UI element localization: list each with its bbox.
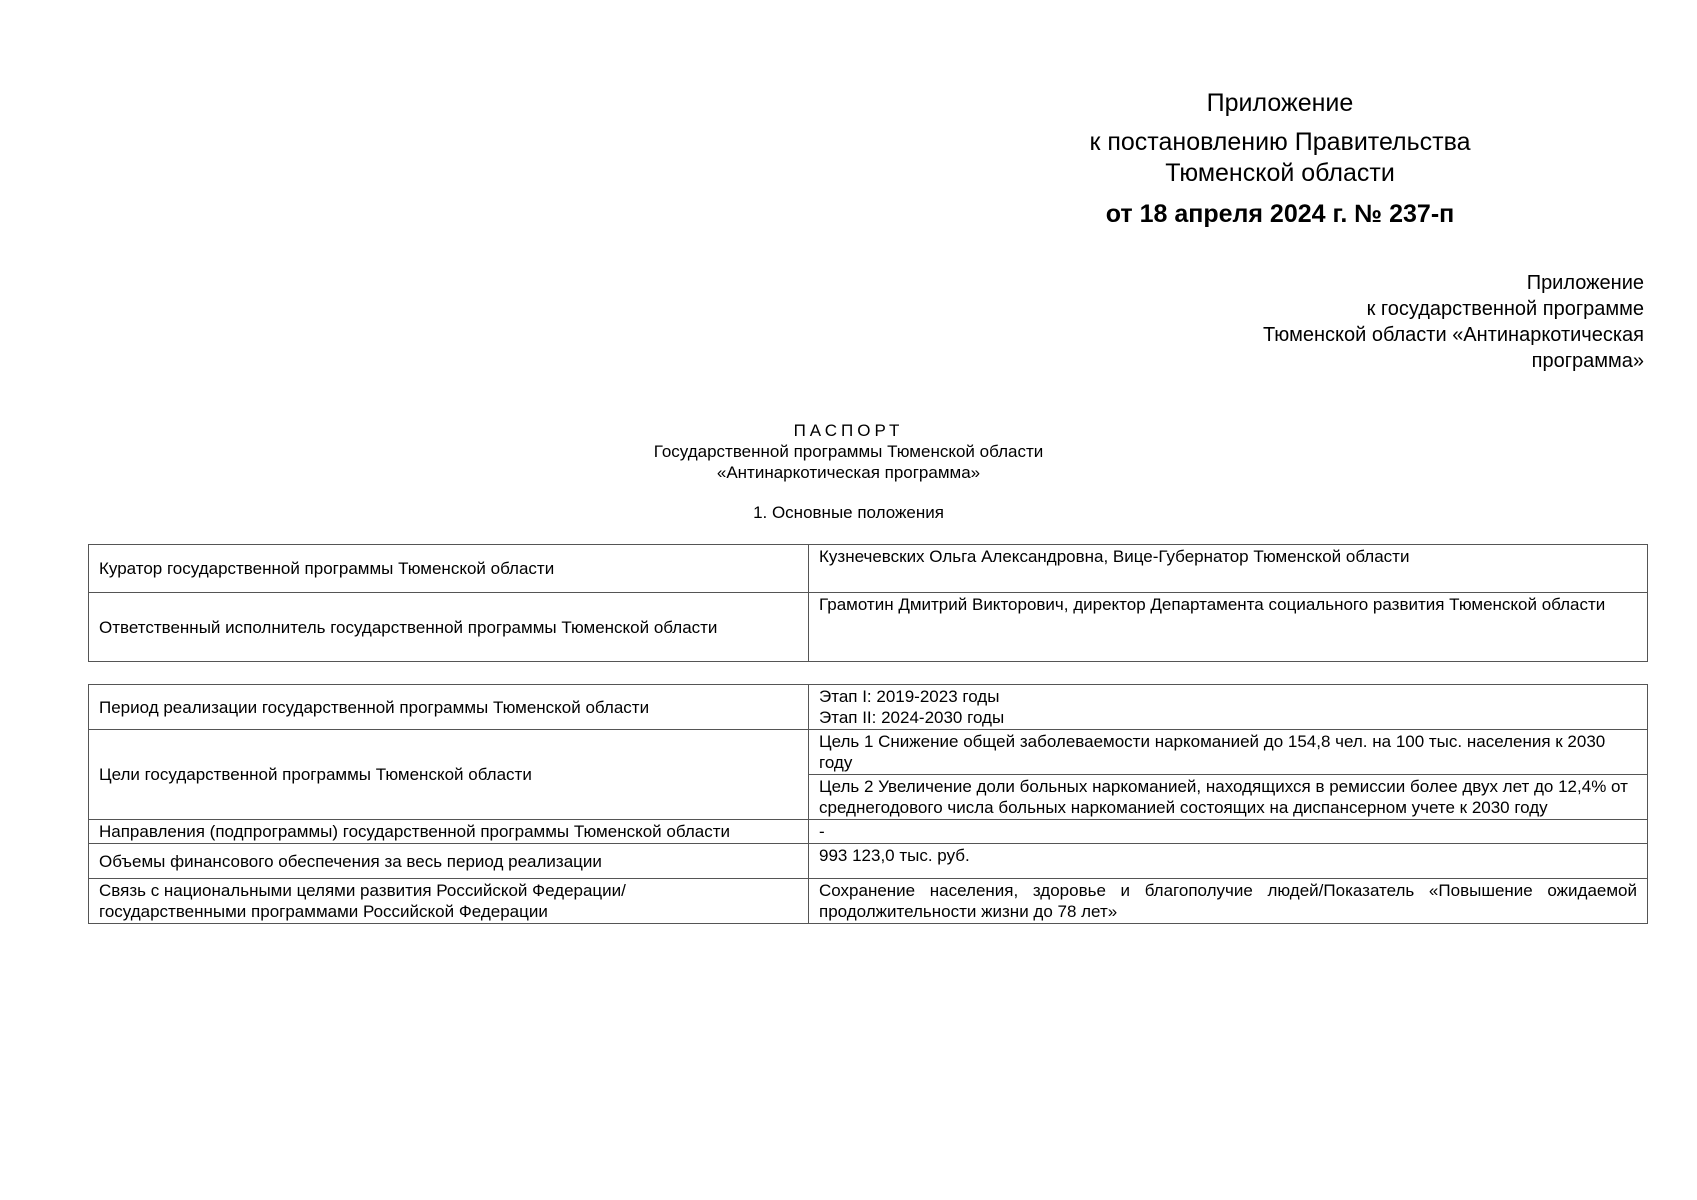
table-cell-label: Ответственный исполнитель государственной программы Тюменской области — [89, 593, 809, 662]
stamp-date-number: от 18 апреля 2024 г. № 237-п — [1105, 200, 1455, 228]
annex-line-3: Тюменской области «Антинаркотическая — [1262, 324, 1644, 346]
program-details-table — [88, 684, 1648, 924]
goals-label: Цели государственной программы Тюменской области — [89, 730, 809, 820]
table-row — [89, 879, 1648, 924]
period-label: Период реализации государственной программы Тюменской области — [89, 685, 809, 730]
link-label-line-2: государственными программами Российской Федерации — [99, 902, 548, 921]
table-row — [89, 593, 1648, 662]
funding-value: 993 123,0 тыс. руб. — [809, 844, 1648, 879]
link-label-line-1: Связь с национальными целями развития Российской Федерации/ — [99, 881, 626, 900]
annex-line-1: Приложение — [1526, 272, 1644, 294]
table-cell-value: Кузнечевских Ольга Александровна, Вице-Губернатор Тюменской области — [809, 545, 1648, 593]
stamp-resolution-line: к постановлению Правительства — [1089, 128, 1471, 156]
annex-line-2: к государственной программе — [1366, 298, 1644, 320]
curator-table — [88, 544, 1648, 662]
funding-label: Объемы финансового обеспечения за весь период реализации — [89, 844, 809, 879]
section-title: 1. Основные положения — [753, 503, 944, 522]
passport-title: ПАСПОРТ — [793, 421, 904, 440]
approval-stamp — [1000, 88, 1560, 230]
directions-label: Направления (подпрограммы) государственной программы Тюменской области — [89, 820, 809, 844]
passport-heading — [0, 420, 1697, 483]
stamp-appendix-label: Приложение — [1206, 89, 1354, 117]
directions-value: - — [809, 820, 1648, 844]
table-row — [89, 844, 1648, 879]
link-label — [89, 879, 809, 924]
passport-program-name: «Антинаркотическая программа» — [716, 463, 981, 482]
link-value: Сохранение населения, здоровье и благополучие людей/Показатель «Повышение ожидаемой продолжительности жизни до 78 лет» — [809, 879, 1648, 924]
annex-line-4: программа» — [1531, 350, 1644, 372]
stage-1: Этап I: 2019-2023 годы — [819, 687, 1000, 706]
passport-subtitle: Государственной программы Тюменской области — [653, 442, 1044, 461]
stage-2: Этап II: 2024-2030 годы — [819, 708, 1005, 727]
table-row — [89, 730, 1648, 775]
table-cell-label: Куратор государственной программы Тюменской области — [89, 545, 809, 593]
goal-1: Цель 1 Снижение общей заболеваемости наркоманией до 154,8 чел. на 100 тыс. населения к 2030 году — [809, 730, 1648, 775]
table-row — [89, 820, 1648, 844]
program-annex-note — [1044, 270, 1644, 374]
goal-2: Цель 2 Увеличение доли больных наркоманией, находящихся в ремиссии более двух лет до 12,4% от среднегодового числа больных наркоманией состоящих на диспансерном учете к 2030 году — [809, 775, 1648, 820]
stamp-region-line: Тюменской области — [1165, 159, 1395, 187]
period-value — [809, 685, 1648, 730]
table-cell-value: Грамотин Дмитрий Викторович, директор Департамента социального развития Тюменской области — [809, 593, 1648, 662]
table-row — [89, 545, 1648, 593]
table-row — [89, 685, 1648, 730]
